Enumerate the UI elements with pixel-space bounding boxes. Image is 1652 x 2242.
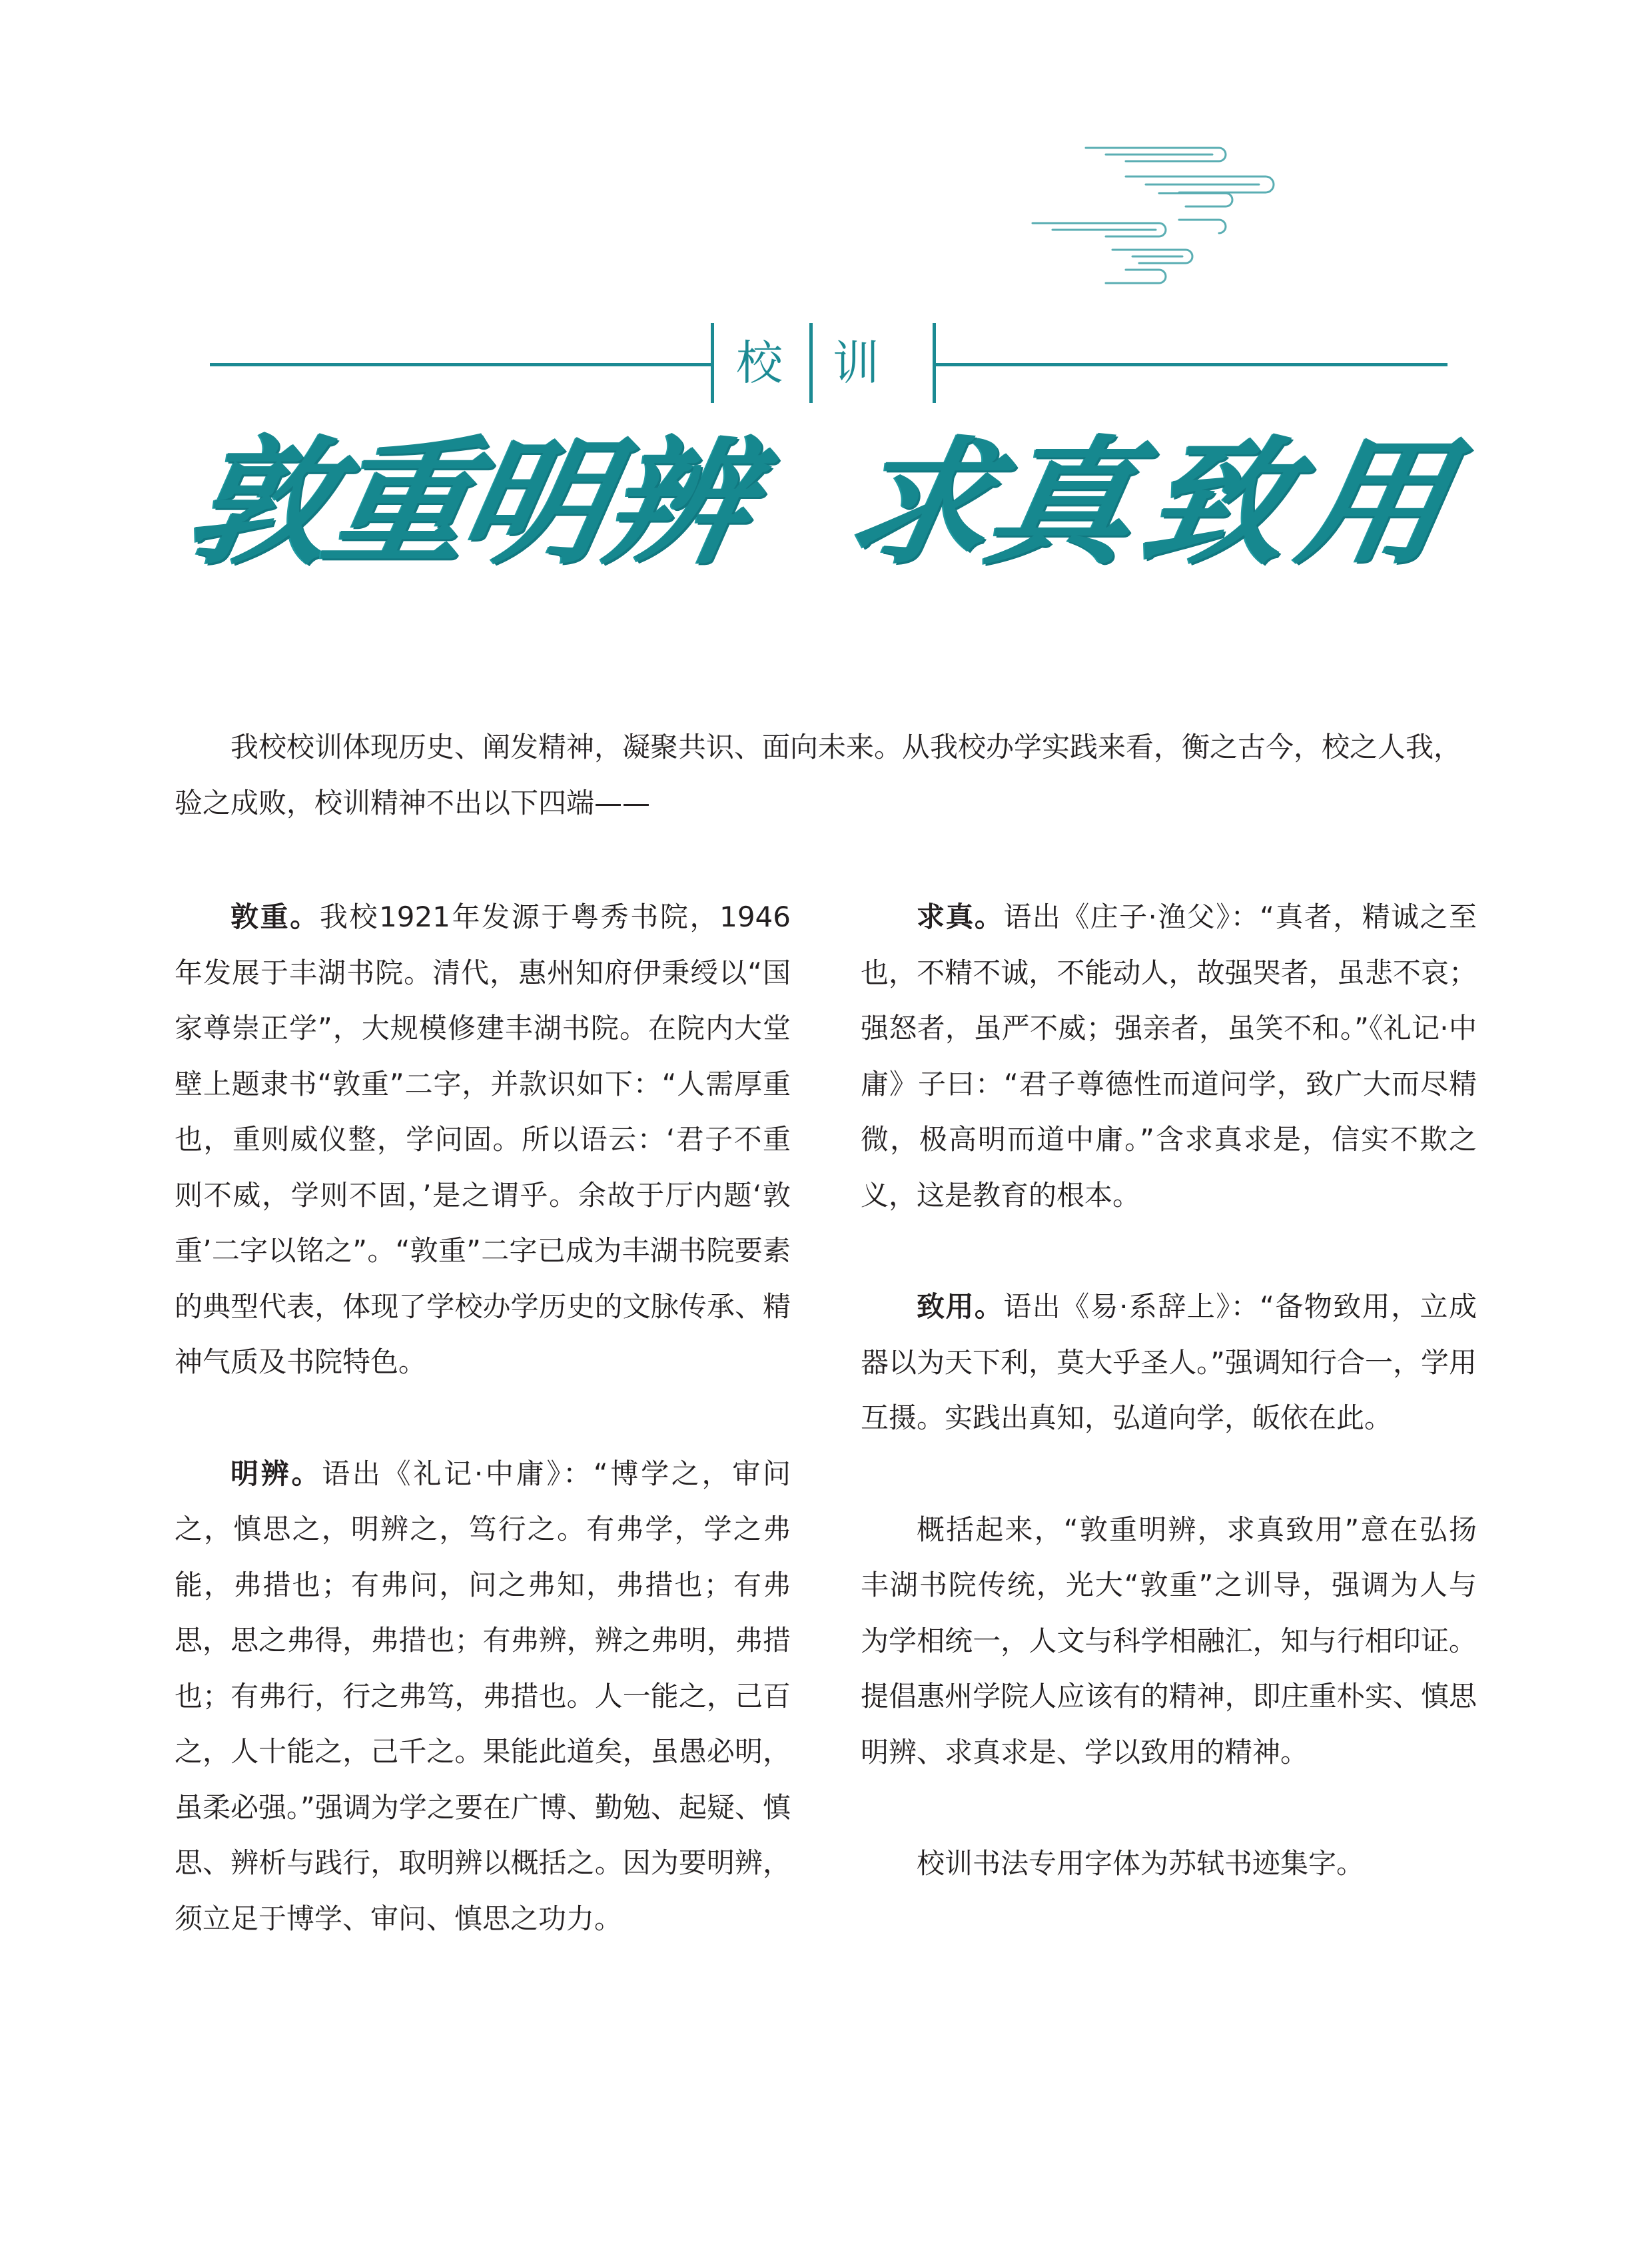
motto-char: 明	[449, 423, 621, 583]
term-dunzhong: 敦重。	[230, 901, 320, 933]
motto-char: 用	[1288, 423, 1461, 583]
cloud-ornament-icon	[1026, 140, 1306, 286]
term-zhiyong: 致用。	[917, 1290, 1004, 1323]
section-header	[210, 323, 1447, 403]
intro-paragraph: 我校校训体现历史、阐发精神，凝聚共识、面向未来。从我校办学实践来看，衡之古今，校之人我，验之成败，校训精神不出以下四端——	[175, 731, 1462, 819]
text-qiuzhen: 语出《庄子·渔父》：“真者，精诚之至也，不精不诚，不能动人，故强哭者，虽悲不哀；强怒者，虽严不威；强亲者，虽笑不和。”《礼记·中庸》子曰：“君子尊德性而道问学，致广大而尽精微，极高明而道中庸。”含求真求是，信实不欺之义，这是教育的根本。	[861, 901, 1477, 1212]
paragraph-font-note: 校训书法专用字体为苏轼书迹集字。	[917, 1847, 1365, 1880]
paragraph-zhiyong	[861, 1279, 1477, 1446]
school-motto	[176, 423, 1465, 586]
right-column	[861, 889, 1477, 1892]
text-mingbian: 语出《礼记·中庸》：“博学之，审问之，慎思之，明辨之，笃行之。有弗学，学之弗能，弗措也；有弗问，问之弗知，弗措也；有弗思，思之弗得，弗措也；有弗辨，辨之弗明，弗措也；有弗行，行之弗笃，弗措也。人一能之，己百之，人十能之，己千之。果能此道矣，虽愚必明，虽柔必强。”强调为学之要在广博、勤勉、起疑、慎思、辨析与践行，取明辨以概括之。因为要明辨，须立足于博学、审问、慎思之功力。	[175, 1457, 791, 1935]
text-zhiyong: 语出《易·系辞上》：“备物致用，立成器以为天下利，莫大乎圣人。”强调知行合一，学用互摄。实践出真知，弘道向学，皈依在此。	[861, 1290, 1477, 1434]
motto-char: 求	[835, 423, 1008, 583]
motto-char: 敦	[176, 423, 348, 583]
header-right-line	[936, 363, 1447, 366]
motto-char: 重	[312, 423, 485, 583]
header-char-2: 训	[833, 336, 879, 390]
motto-char: 致	[1132, 423, 1304, 583]
paragraph-mingbian	[175, 1446, 791, 1947]
motto-char: 真	[975, 423, 1148, 583]
header-left-line	[210, 363, 711, 366]
header-divider	[711, 323, 714, 403]
term-qiuzhen: 求真。	[917, 901, 1004, 933]
paragraph-summary: 概括起来，“敦重明辨，求真致用”意在弘扬丰湖书院传统，光大“敦重”之训导，强调为人与为学相统一，人文与科学相融汇，知与行相印证。提倡惠州学院人应该有的精神，即庄重朴实、慎思明辨、求真求是、学以致用的精神。	[861, 1513, 1477, 1768]
header-divider	[809, 323, 813, 403]
term-mingbian: 明辨。	[230, 1457, 322, 1490]
motto-char: 辨	[592, 423, 765, 583]
left-column	[175, 889, 791, 1946]
paragraph-dunzhong	[175, 889, 791, 1390]
paragraph-qiuzhen	[861, 889, 1477, 1223]
header-char-1: 校	[736, 336, 783, 390]
text-dunzhong: 我校1921年发源于粤秀书院，1946年发展于丰湖书院。清代，惠州知府伊秉绶以“国家尊崇正学”，大规模修建丰湖书院。在院内大堂壁上题隶书“敦重”二字，并款识如下：“人需厚重也，重则威仪整，学问固。所以语云：‘君子不重则不威，学则不固，’是之谓乎。余故于厅内题‘敦重’二字以铭之”。“敦重”二字已成为丰湖书院要素的典型代表，体现了学校办学历史的文脉传承、精神气质及书院特色。	[175, 901, 791, 1378]
